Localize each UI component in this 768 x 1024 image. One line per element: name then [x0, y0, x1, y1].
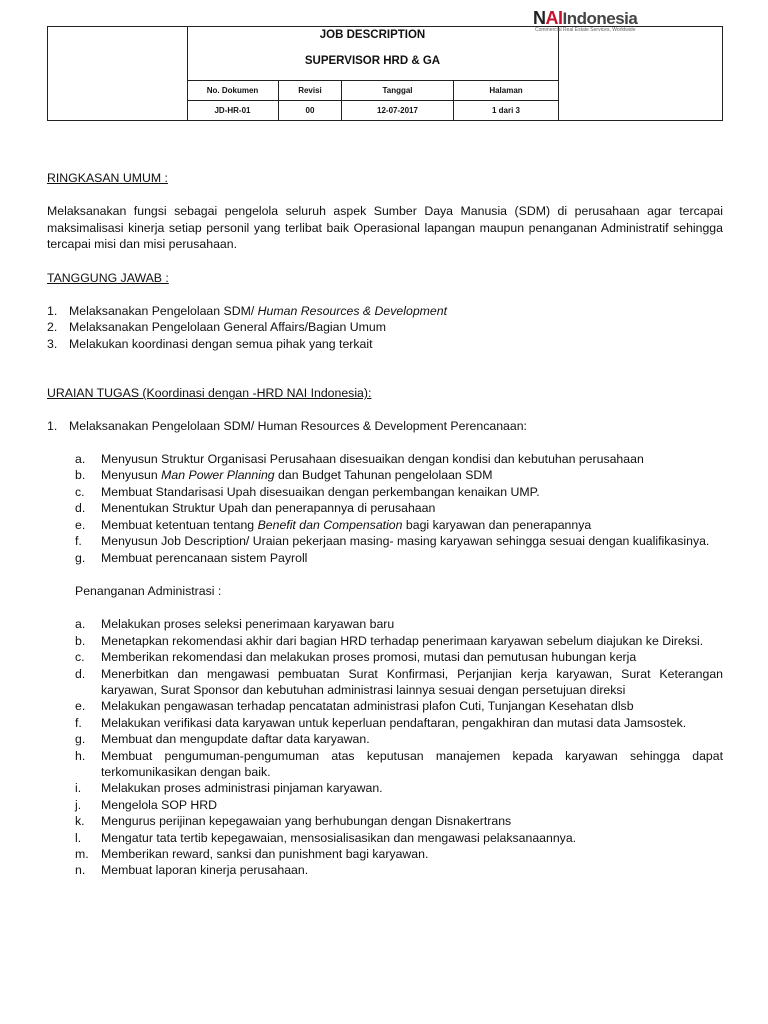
logo-cell [558, 27, 722, 120]
list-item: a. Menyusun Struktur Organisasi Perusahaan disesuaikan dengan kondisi dan kebutuhan perusahaan [75, 452, 644, 467]
list-item: c. Memberikan rekomendasi dan melakukan proses promosi, mutasi dan pemutusan hubungan kerja [75, 650, 637, 665]
company-logo: NAIIndonesia Commercial Real Estate Services, Worldwide [533, 8, 663, 33]
list-item: k. Mengurus perijinan kepegawaian yang berhubungan dengan Disnakertrans [75, 814, 512, 829]
val-revisi: 00 [278, 101, 341, 120]
tanggung-heading: TANGGUNG JAWAB : [47, 270, 169, 285]
header-value-row [187, 100, 558, 120]
list-item: l. Mengatur tata tertib kepegawaian, mensosialisasikan dan mengawasi pelaksanaannya. [75, 830, 577, 845]
administrasi-heading: Penanganan Administrasi : [75, 583, 222, 598]
list-item: h. Membuat pengumuman-pengumuman atas keputusan manajemen kepada karyawan sehingga dapat terkomunikasikan dengan baik. [75, 748, 723, 779]
list-item: d. Menerbitkan dan mengawasi pembuatan Surat Konfirmasi, Perjanjian kerja karyawan, Surat Keterangan karyawan, Surat Sponsor dan kebutuhan administrasi lainnya sesuai dengan persetujuan direksi [75, 666, 723, 697]
document-header [47, 26, 723, 121]
header-blank-cell [48, 27, 188, 120]
list-item: b. Menyusun Man Power Planning dan Budget Tahunan pengelolaan SDM [75, 468, 493, 483]
ringkasan-text: Melaksanakan fungsi sebagai pengelola seluruh aspek Sumber Daya Manusia (SDM) di perusahaan agar tercapai maksimalisasi kinerja setiap personil yang terlibat baik Operasional lapangan maupun penanganan Administratif sehingga tercapai misi dan misi perusahaan. [47, 204, 723, 252]
uraian-heading: URAIAN TUGAS (Koordinasi dengan -HRD NAI Indonesia): [47, 386, 372, 401]
list-item: b. Menetapkan rekomendasi akhir dari bagian HRD terhadap penerimaan karyawan sebelum diajukan ke Direksi. [75, 633, 704, 648]
list-item: g. Membuat dan mengupdate daftar data karyawan. [75, 732, 370, 747]
list-item: i. Melakukan proses administrasi pinjaman karyawan. [75, 781, 383, 796]
section-title: 1. Melaksanakan Pengelolaan SDM/ Human Resources & Development Perencanaan: [47, 418, 527, 433]
list-item: 3. Melakukan koordinasi dengan semua pihak yang terkait [47, 336, 373, 351]
list-item: n. Membuat laporan kinerja perusahaan. [75, 863, 309, 878]
administrasi-list [47, 616, 723, 879]
val-halaman: 1 dari 3 [453, 101, 558, 120]
col-no-dokumen: No. Dokumen [206, 86, 259, 95]
list-item: a. Melakukan proses seleksi penerimaan karyawan baru [75, 617, 395, 632]
document-body [47, 170, 723, 879]
col-halaman: Halaman [453, 81, 558, 100]
logo-tagline: Commercial Real Estate Services, Worldwide [535, 27, 636, 33]
list-item: 2. Melaksanakan Pengelolaan General Affairs/Bagian Umum [47, 320, 386, 335]
list-item: c. Membuat Standarisasi Upah disesuaikan dengan perkembangan kenaikan UMP. [75, 484, 540, 499]
col-tanggal: Tanggal [341, 81, 453, 100]
list-item: f. Menyusun Job Description/ Uraian pekerjaan masing- masing karyawan sehingga sesuai dengan kualifikasinya. [75, 534, 710, 549]
doc-title: JOB DESCRIPTION [319, 29, 426, 41]
tanggung-list [47, 303, 723, 352]
list-item: d. Menentukan Struktur Upah dan penerapannya di perusahaan [75, 501, 436, 516]
list-item: 1. Melaksanakan Pengelolaan SDM/ Human Resources & Development [47, 304, 447, 319]
val-tanggal: 12-07-2017 [341, 101, 453, 120]
doc-subtitle: SUPERVISOR HRD & GA [304, 55, 441, 67]
list-item: g. Membuat perencanaan sistem Payroll [75, 550, 308, 565]
list-item: e. Melakukan pengawasan terhadap pencatatan administrasi plafon Cuti, Tunjangan Kesehatan dlsb [75, 699, 634, 714]
val-no-dokumen: JD-HR-01 [214, 106, 251, 115]
list-item: f. Melakukan verifikasi data karyawan untuk keperluan pendaftaran, pengakhiran dan mutasi data Jamsostek. [75, 715, 687, 730]
list-item: j. Mengelola SOP HRD [75, 797, 217, 812]
list-item: e. Membuat ketentuan tentang Benefit dan Compensation bagi karyawan dan penerapannya [75, 517, 592, 532]
ringkasan-heading: RINGKASAN UMUM : [47, 171, 168, 185]
list-item: m. Memberikan reward, sanksi dan punishment bagi karyawan. [75, 847, 429, 861]
perencanaan-list [47, 451, 723, 566]
col-revisi: Revisi [278, 81, 341, 100]
header-column-row [187, 80, 558, 100]
